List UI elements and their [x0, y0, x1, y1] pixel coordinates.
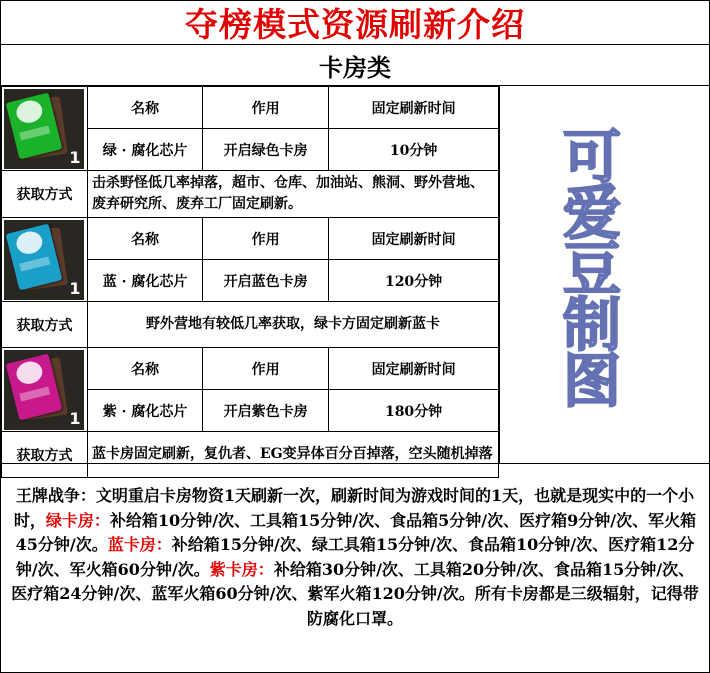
footer-intro: 王牌战争：文明重启卡房物资1天刷新一次，刷新时间为游戏时间的1天，也就是现实中的一个小时，: [13, 486, 695, 530]
chip-icon: [4, 220, 84, 300]
header-time: 固定刷新时间: [329, 348, 499, 390]
chip-image: [2, 87, 88, 171]
card-name: 紫 · 腐化芯片: [87, 390, 202, 432]
card-name: 蓝 · 腐化芯片: [87, 260, 202, 302]
card-header-row: [2, 87, 499, 129]
obtain-text: 击杀野怪低几率掉落，超市、仓库、加油站、熊洞、野外营地、废弃研究所、废弃工厂固定刷新。: [87, 171, 498, 218]
card-time: 120分钟: [329, 260, 499, 302]
title-row: [1, 1, 709, 45]
card-grid: [1, 86, 709, 463]
obtain-text: 蓝卡房固定刷新，复仇者、EG变异体百分百掉落，空头随机掉落: [87, 432, 498, 478]
obtain-label: 获取方式: [2, 302, 88, 348]
card-header-row: [2, 218, 499, 260]
card-table: [1, 86, 499, 478]
chip-count: 1: [69, 408, 81, 428]
card-obtain-row: [2, 171, 499, 218]
card-use: 开启绿色卡房: [203, 129, 329, 171]
header-use: 作用: [203, 218, 329, 260]
footer-blue-text: 补给箱15分钟/次、绿工具箱15分钟/次、食品箱10分钟/次、医疗箱12分钟/次、军火箱60分钟/次。: [15, 535, 695, 579]
header-time: 固定刷新时间: [329, 87, 499, 129]
obtain-label: 获取方式: [2, 171, 88, 218]
obtain-label: 获取方式: [2, 432, 88, 478]
chip-image: [2, 348, 88, 432]
header-name: 名称: [87, 87, 202, 129]
card-use: 开启蓝色卡房: [203, 260, 329, 302]
header-time: 固定刷新时间: [329, 218, 499, 260]
card-time: 180分钟: [329, 390, 499, 432]
footer-purple-label: 紫卡房：: [209, 559, 274, 579]
chip-count: 1: [69, 278, 81, 298]
card-time: 10分钟: [329, 129, 499, 171]
footer-green-label: 绿卡房：: [45, 510, 110, 530]
card-name: 绿 · 腐化芯片: [87, 129, 202, 171]
card-header-row: [2, 348, 499, 390]
header-use: 作用: [203, 87, 329, 129]
card-obtain-row: [2, 302, 499, 348]
card-use: 开启紫色卡房: [203, 390, 329, 432]
watermark: 可爱豆制图: [553, 126, 621, 406]
page-title: 夺榜模式资源刷新介绍: [185, 5, 525, 44]
obtain-text: 野外营地有较低几率获取，绿卡方固定刷新蓝卡: [87, 302, 498, 348]
section-row: [1, 45, 709, 86]
chip-image: [2, 218, 88, 302]
footer-purple-text: 补给箱30分钟/次、工具箱20分钟/次、食品箱15分钟/次、医疗箱24分钟/次、蓝军火箱60分钟/次、紫军火箱120分钟/次。所有卡房都是三级辐射，记得带防腐化口罩。: [11, 559, 699, 628]
header-name: 名称: [87, 348, 202, 390]
section-title: 卡房类: [319, 52, 391, 82]
footer-green-text: 补给箱10分钟/次、工具箱15分钟/次、食品箱5分钟/次、医疗箱9分钟/次、军火箱45分钟/次。: [15, 510, 697, 554]
footer-blue-label: 蓝卡房：: [107, 535, 172, 554]
chip-icon: [4, 350, 84, 430]
footer-notes: [1, 463, 709, 631]
chip-icon: [4, 89, 84, 169]
chip-count: 1: [69, 147, 81, 167]
header-use: 作用: [203, 348, 329, 390]
header-name: 名称: [87, 218, 202, 260]
card-obtain-row: [2, 432, 499, 478]
